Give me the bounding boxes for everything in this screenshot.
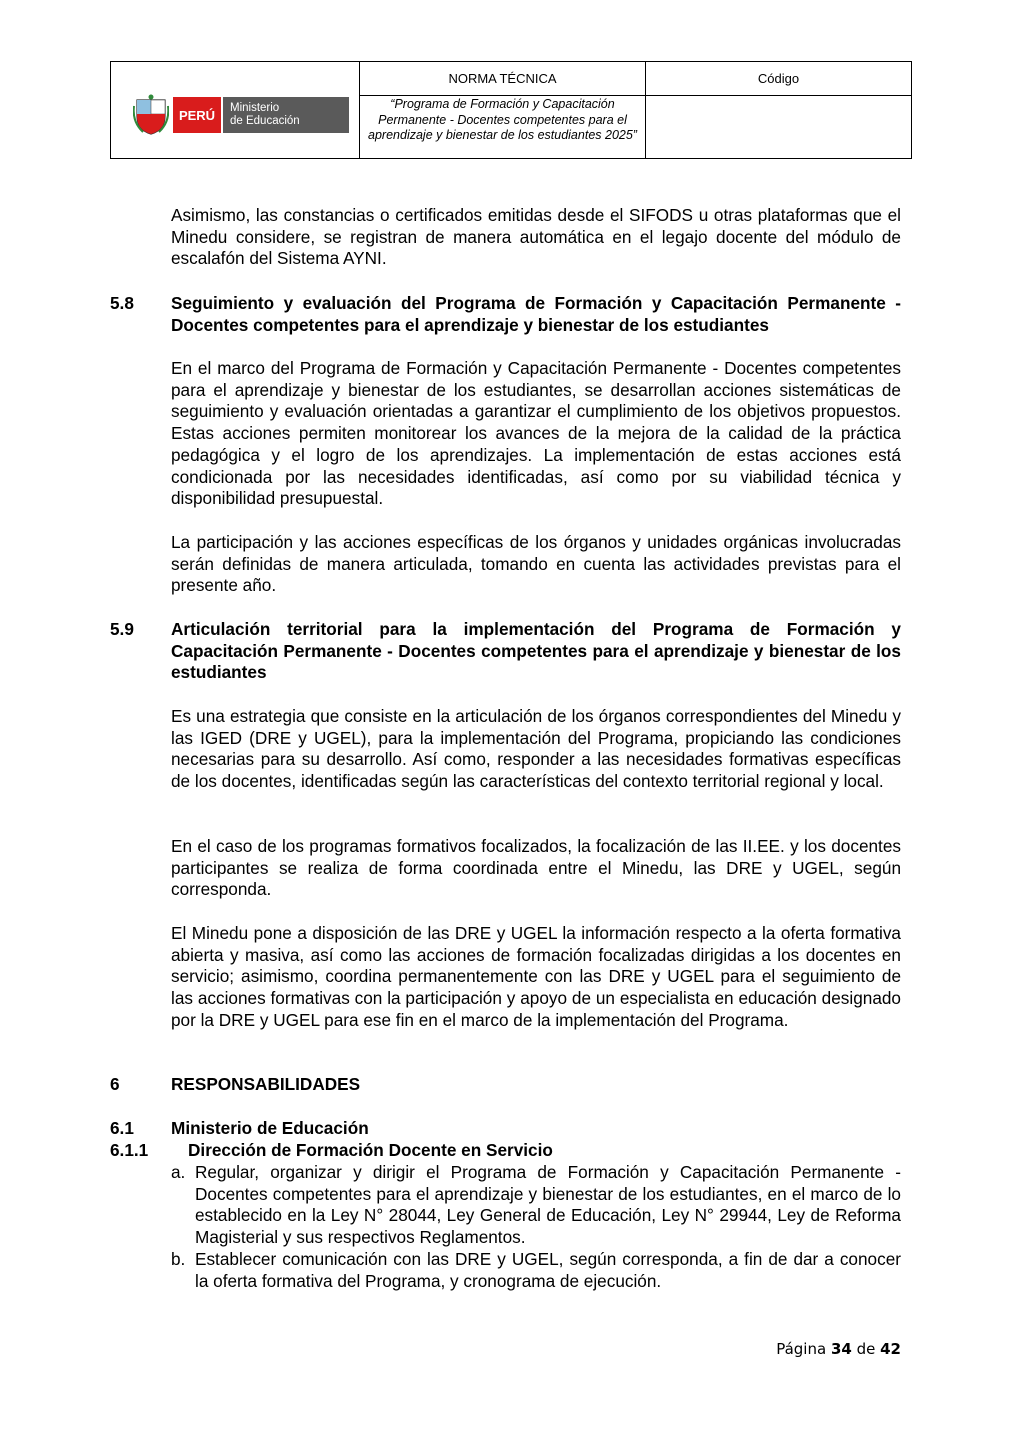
section-5-9-title: Articulación territorial para la implementación del Programa de Formación y Capacitación Permanente - Docentes competentes para el aprendizaje y bienestar de los estudiantes xyxy=(171,619,901,683)
ministry-logo xyxy=(133,94,349,136)
document-header-table xyxy=(110,61,912,159)
program-title: “Programa de Formación y Capacitación Permanente - Docentes competentes para el aprendizaje y bienestar de los estudiantes 2025” xyxy=(360,96,646,158)
ministry-line1: Ministerio xyxy=(230,102,280,114)
section-6-1-1-title: Dirección de Formación Docente en Servicio xyxy=(188,1140,553,1160)
coat-of-arms-icon xyxy=(133,94,169,136)
page-number-footer xyxy=(760,1340,901,1358)
section-5-9-paragraph-2: En el caso de los programas formativos focalizados, la focalización de las II.EE. y los docentes participantes se realiza de forma coordinada entre el Minedu, las DRE y UGEL, según corresponda. xyxy=(171,836,901,900)
section-6-1-title: Ministerio de Educación xyxy=(171,1118,369,1138)
page-of-label: de xyxy=(856,1340,876,1358)
section-6-title: RESPONSABILIDADES xyxy=(171,1074,361,1094)
list-item-text: Regular, organizar y dirigir el Programa de Formación y Capacitación Permanente - Docentes competentes para el aprendizaje y bienestar de los estudiantes, en el marco de lo establecido en la Ley N° 28044, Ley General de Educación, Ley N° 29944, Ley de Reforma Magisterial y sus respectivos Reglamentos. xyxy=(195,1162,901,1248)
section-6-number: 6 xyxy=(110,1074,120,1094)
section-5-9-paragraph-3: El Minedu pone a disposición de las DRE y UGEL la información respecto a la oferta formativa abierta y masiva, así como las acciones de formación focalizadas dirigidas a los docentes en servicio; asimismo, coordina permanentemente con las DRE y UGEL para el seguimiento de las acciones formativas con la participación y apoyo de un especialista en educación designado por la DRE y UGEL para ese fin en el marco de la implementación del Programa. xyxy=(171,923,901,1030)
section-5-8-title: Seguimiento y evaluación del Programa de Formación y Capacitación Permanente - Docentes competentes para el aprendizaje y bienestar de los estudiantes xyxy=(171,293,901,335)
list-item-text: Establecer comunicación con las DRE y UGEL, según corresponda, a fin de dar a conocer la oferta formativa del Programa, y cronograma de ejecución. xyxy=(195,1249,901,1291)
list-item-marker: b. xyxy=(171,1249,186,1269)
section-5-8-number: 5.8 xyxy=(110,293,134,313)
codigo-label: Código xyxy=(646,62,911,96)
logo-cell xyxy=(111,62,360,158)
section-5-9-paragraph-1: Es una estrategia que consiste en la articulación de los órganos correspondientes del Minedu y las IGED (DRE y UGEL), para la implementación del Programa, propiciando las condiciones necesarias para su desarrollo. Así como, responder a las necesidades formativas específicas de los docentes, identificadas según las características del contexto territorial regional y local. xyxy=(171,706,901,792)
intro-paragraph: Asimismo, las constancias o certificados emitidas desde el SIFODS u otras plataformas que el Minedu considere, se registran de manera automática en el legajo docente del módulo de escalafón del Sistema AYNI. xyxy=(171,205,901,269)
section-5-9-number: 5.9 xyxy=(110,619,134,639)
page-label: Página xyxy=(776,1340,827,1358)
section-5-8-paragraph-2: La participación y las acciones específicas de los órganos y unidades orgánicas involucradas serán definidas de manera articulada, tomando en cuenta las actividades previstas para el presente año. xyxy=(171,532,901,596)
ministry-line2: de Educación xyxy=(230,115,300,127)
section-6-1-number: 6.1 xyxy=(110,1118,134,1138)
section-6-1-1-number: 6.1.1 xyxy=(110,1140,149,1160)
current-page: 34 xyxy=(830,1340,852,1358)
peru-label: PERÚ xyxy=(173,97,221,133)
ministry-label xyxy=(223,97,349,133)
list-item-marker: a. xyxy=(171,1162,186,1182)
total-pages: 42 xyxy=(880,1340,901,1358)
norma-tecnica-label: NORMA TÉCNICA xyxy=(360,62,646,96)
section-5-8-paragraph-1: En el marco del Programa de Formación y Capacitación Permanente - Docentes competentes para el aprendizaje y bienestar de los estudiantes, se desarrollan acciones sistemáticas de seguimiento y evaluación orientadas a garantizar el cumplimiento de los objetivos propuestos. Estas acciones permiten monitorear los avances de la mejora de la calidad de la práctica pedagógica y el logro de los aprendizajes. La implementación de estas acciones está condicionada por las necesidades identificadas, así como por su viabilidad técnica y disponibilidad presupuestal. xyxy=(171,358,901,509)
